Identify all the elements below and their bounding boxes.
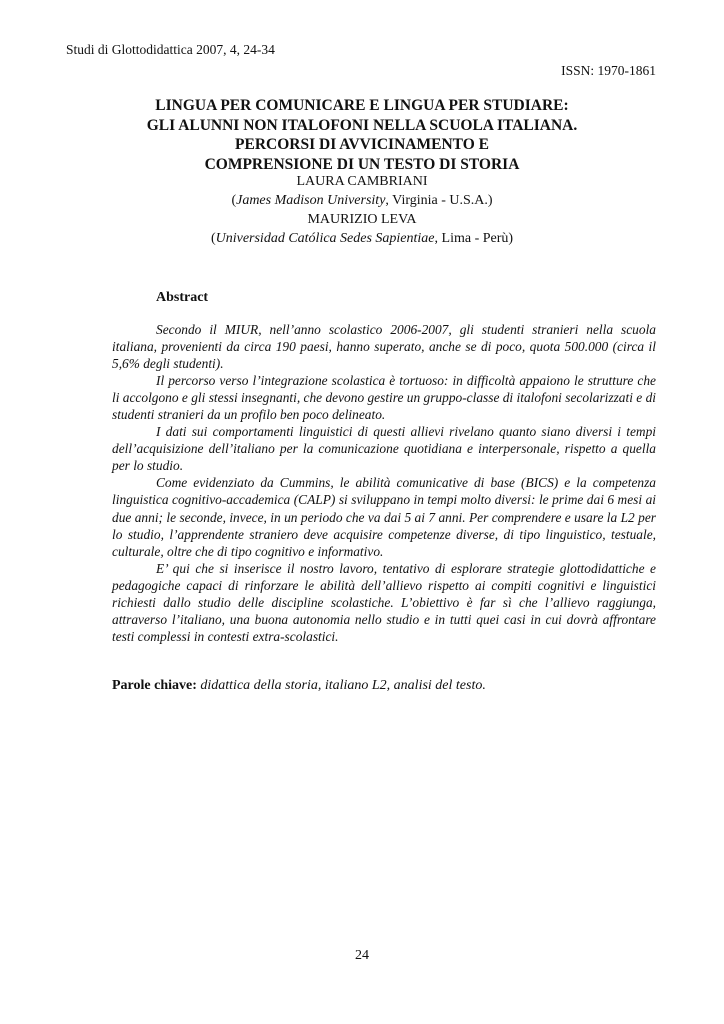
affiliation-location: , Lima - Perù) xyxy=(434,231,514,246)
title-line: LINGUA PER COMUNICARE E LINGUA PER STUDIARE: xyxy=(155,97,569,114)
abstract-paragraph: Il percorso verso l’integrazione scolastica è tortuoso: in difficoltà appaiono le strutture che li accolgono e gli stessi insegnanti, che devono gestire un gruppo-classe di italofoni secolarizzati e di studenti stranieri da un profilo ben poco delineato. xyxy=(112,373,656,423)
paper-title xyxy=(60,96,664,174)
author-block xyxy=(60,172,664,248)
page-number: 24 xyxy=(355,948,369,963)
affiliation-location: , Virginia - U.S.A.) xyxy=(385,193,493,208)
affiliation-institution: Universidad Católica Sedes Sapientiae xyxy=(215,231,435,246)
abstract-heading: Abstract xyxy=(156,290,209,305)
abstract-paragraph: Secondo il MIUR, nell’anno scolastico 2006-2007, gli studenti stranieri nella scuola italiana, provenienti da circa 190 paesi, hanno superato, anche se di poco, quota 500.000 (circa il 5,6% degli studenti). xyxy=(112,322,656,372)
abstract-paragraph: I dati sui comportamenti linguistici di questi allievi rivelano quanto siano diversi i tempi dell’acquisizione dell’italiano per la comunicazione quotidiana e interpersonale, rispetto a quella per lo studio. xyxy=(112,424,656,474)
author-name: LAURA CAMBRIANI xyxy=(296,174,428,189)
title-line: GLI ALUNNI NON ITALOFONI NELLA SCUOLA ITALIANA. xyxy=(146,116,578,134)
abstract-body xyxy=(112,321,656,645)
keywords-label: Parole chiave: xyxy=(112,678,197,693)
title-line: COMPRENSIONE DI UN TESTO DI STORIA xyxy=(204,155,520,173)
keywords-text: didattica della storia, italiano L2, analisi del testo. xyxy=(196,678,486,693)
abstract-paragraph: Come evidenziato da Cummins, le abilità comunicative di base (BICS) e la competenza linguistica cognitivo-accademica (CALP) si sviluppano in tempi molto diversi: le prime dai 6 mesi ai due anni; le seconde, invece, in un periodo che va dai 5 ai 7 anni. Per comprendere e usare la L2 per lo studio, l’apprendente straniero deve acquisire competenze diverse, di tipo linguistico, testuale, culturale, oltre che di tipo cognitivo e informativo. xyxy=(112,475,656,559)
author-affiliation xyxy=(60,229,664,248)
title-line: PERCORSI DI AVVICINAMENTO E xyxy=(235,136,489,153)
keywords xyxy=(112,678,486,694)
affiliation-institution: James Madison University xyxy=(236,193,386,208)
issn: ISSN: 1970-1861 xyxy=(561,63,656,78)
author-name: MAURIZIO LEVA xyxy=(307,212,417,227)
abstract-paragraph: E’ qui che si inserisce il nostro lavoro, tentativo di esplorare strategie glottodidattiche e pedagogiche capaci di rinforzare le abilità dell’allievo rispetto ai compiti cognitivi e linguistici richiesti dallo studio delle discipline scolastiche. L’obiettivo è far sì che l’allievo raggiunga, attraverso l’italiano, una buona autonomia nello studio e in tutti quei casi in cui dovrà affrontare testi complessi in contesti extra-scolastici. xyxy=(112,560,656,644)
author-affiliation xyxy=(60,191,664,210)
affiliation-open: ( xyxy=(231,193,237,208)
affiliation-open: ( xyxy=(210,231,216,246)
journal-citation: Studi di Glottodidattica 2007, 4, 24-34 xyxy=(66,42,275,57)
